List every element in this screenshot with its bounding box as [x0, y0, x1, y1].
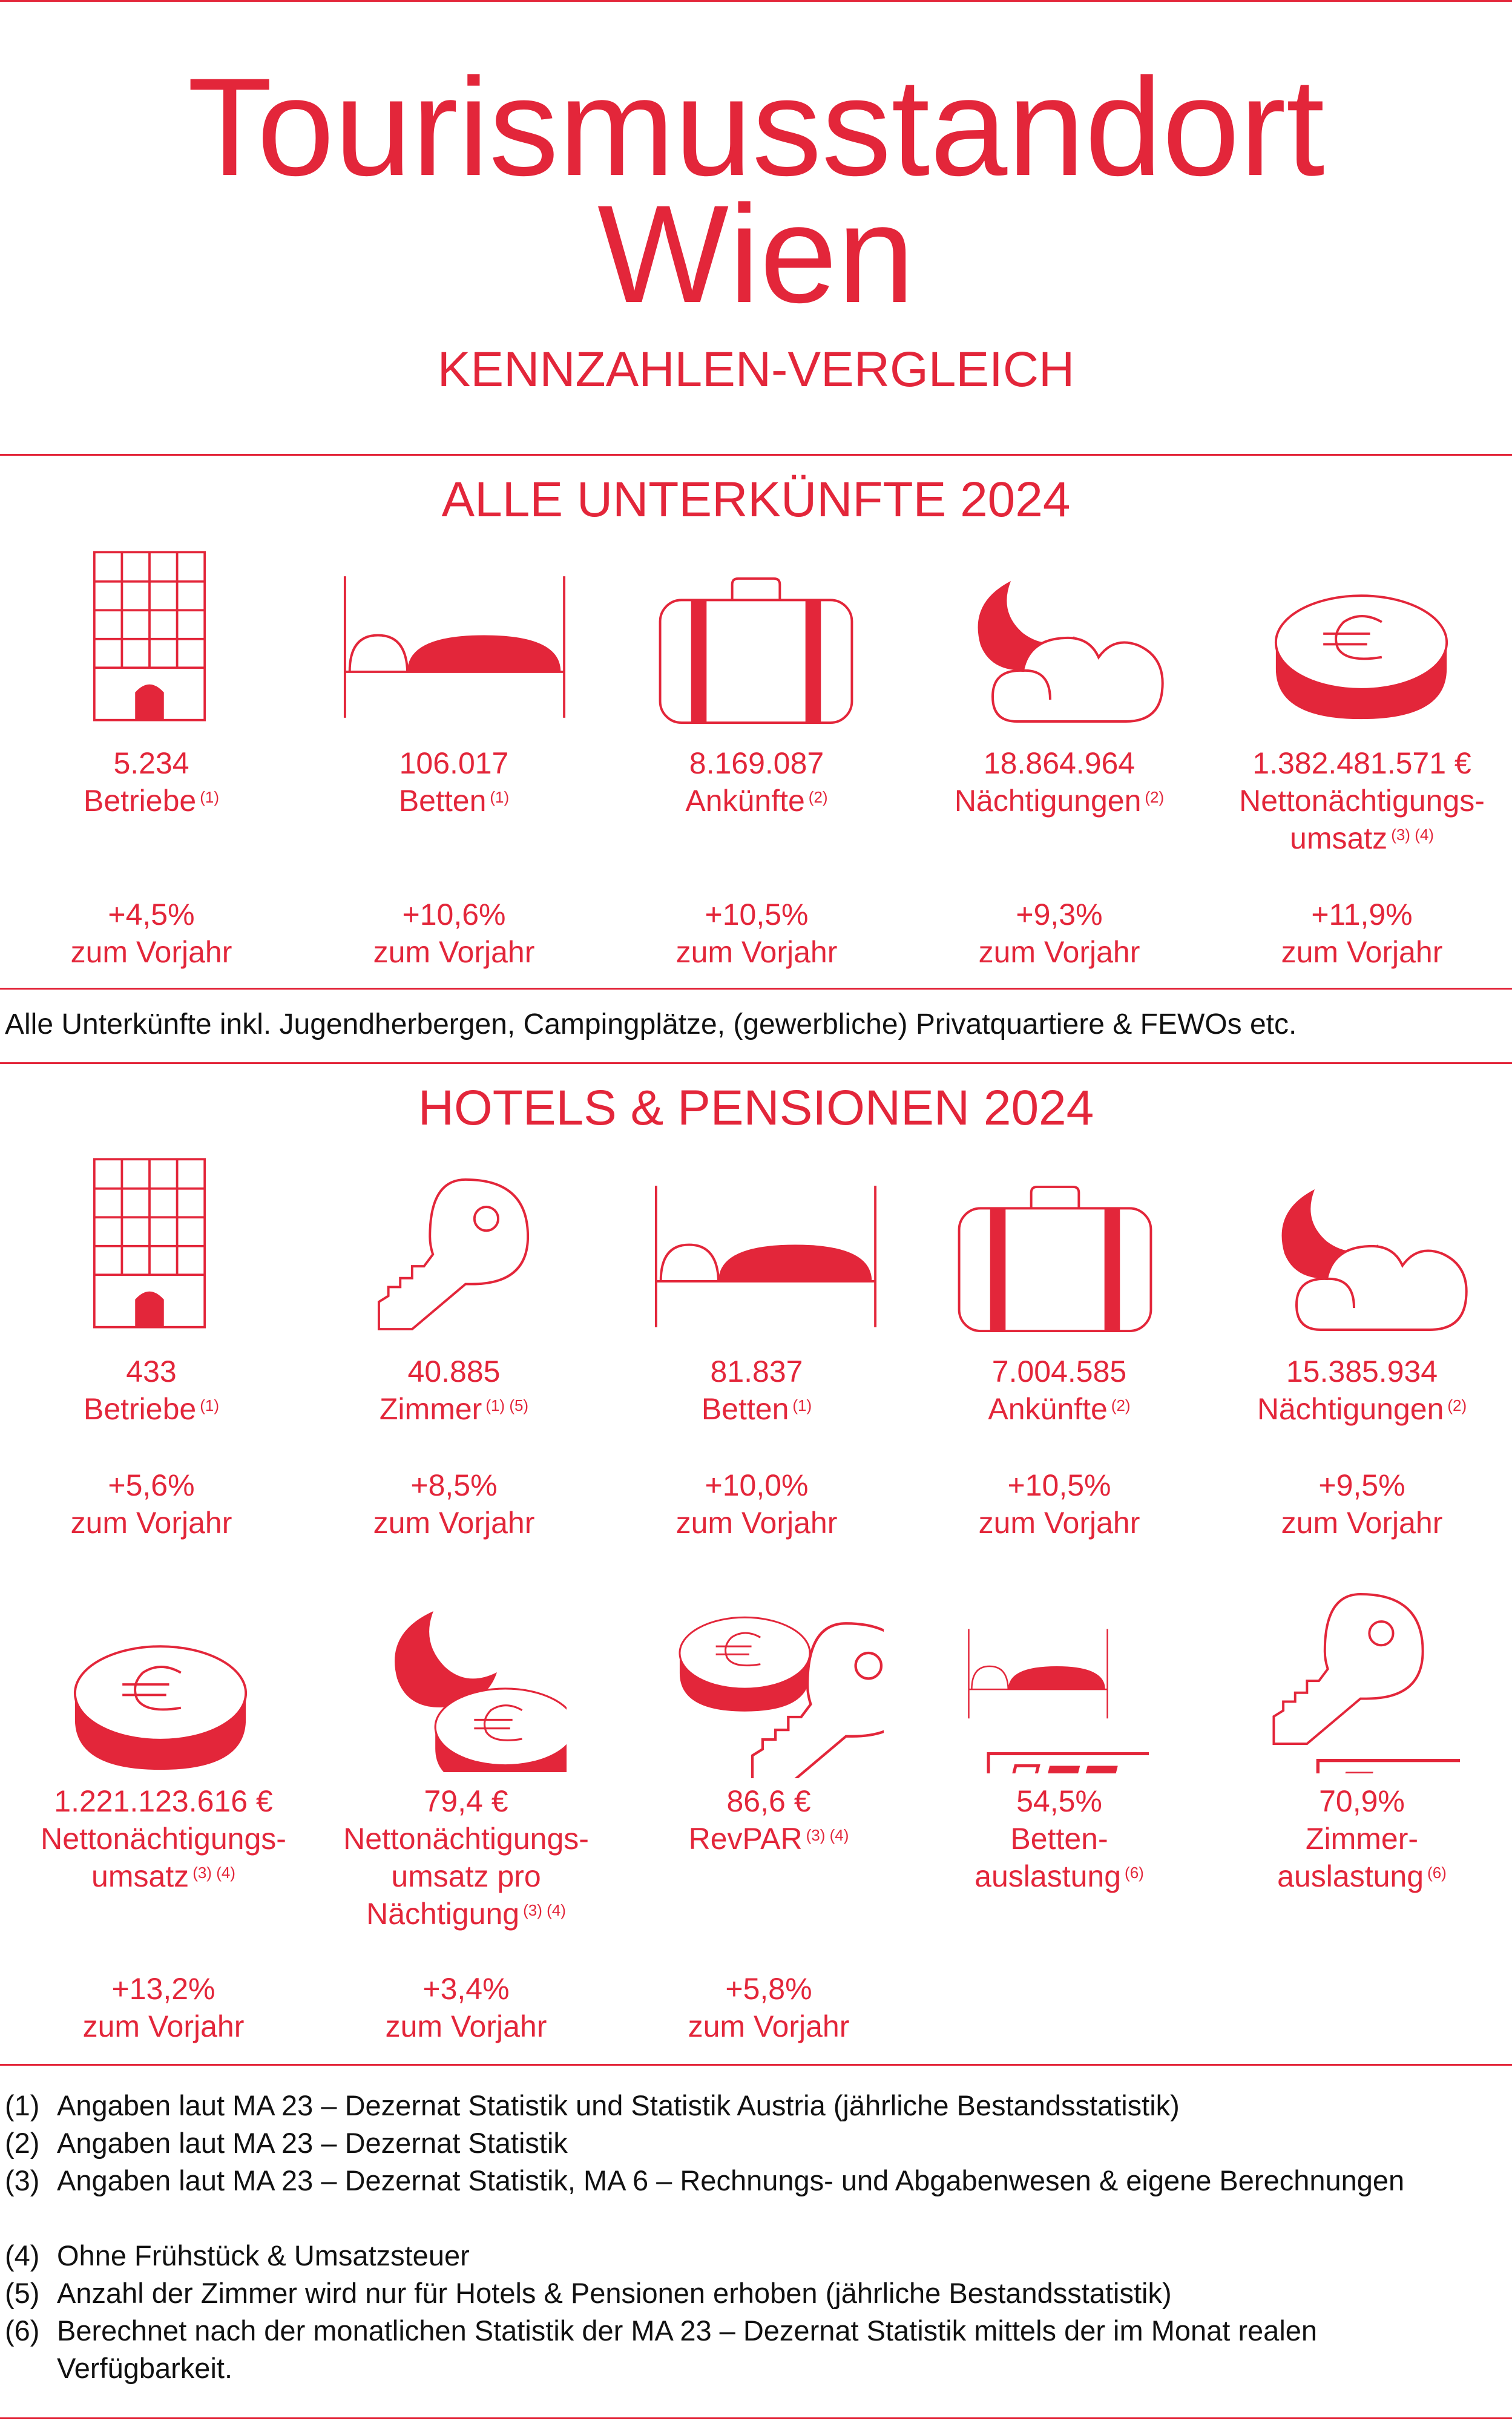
stat-label: Ankünfte $^{(2)}$: [988, 1392, 1131, 1426]
stat-label-line2: auslastung $^{(6)}$: [1277, 1859, 1447, 1893]
footnote: (3) Angaben laut MA 23 – Dezernat Statistik, MA 6 – Rechnungs- und Abgabenwesen & eigene Berechnungen: [5, 2164, 1405, 2196]
stat-hotel-naechtigungen: [1211, 1153, 1512, 1552]
footnote: (1) Angaben laut MA 23 – Dezernat Statistik und Statistik Austria (jährliche Bestandsstatistik): [5, 2089, 1180, 2121]
section-divider: [0, 1062, 1512, 1064]
stat-label: Nettonächtigungs-: [343, 1822, 589, 1856]
stat-label-line2: umsatz pro: [391, 1859, 541, 1893]
bottom-rule: [0, 2417, 1512, 2419]
stat-hotel-umsatz-pro-naechtigung: [315, 1586, 617, 2043]
stat-change: +10,5%: [1007, 1468, 1111, 1502]
bed-icon: [343, 576, 567, 718]
section-note: Alle Unterkünfte inkl. Jugendherbergen, Campingplätze, (gewerbliche) Privatquartiere & FEWOs etc.: [5, 1008, 1297, 1040]
stat-change: +10,5%: [705, 898, 809, 931]
stat-label: Betriebe $^{(1)}$: [83, 1392, 219, 1426]
stat-bettenauslastung: [908, 1586, 1211, 2034]
stat-change-label: zum Vorjahr: [1281, 1506, 1443, 1540]
stat-change: +10,0%: [705, 1468, 809, 1502]
stat-change-label: zum Vorjahr: [1281, 935, 1443, 969]
stat-change: +4,5%: [108, 898, 195, 931]
footnotes-divider: [0, 2064, 1512, 2066]
section-divider: [0, 454, 1512, 456]
stat-label: Betten-: [1010, 1822, 1108, 1856]
stat-label: Betten $^{(1)}$: [701, 1392, 812, 1426]
page-title-line2: Wien: [597, 176, 915, 332]
bed-icon: [654, 1186, 878, 1327]
stat-label: Betriebe $^{(1)}$: [83, 784, 219, 818]
building-icon: [92, 548, 207, 724]
stat-label: Ankünfte $^{(2)}$: [685, 784, 828, 818]
coin-key-icon: [678, 1603, 884, 1778]
stat-value: 81.837: [710, 1355, 803, 1388]
stat-label: Nettonächtigungs-: [41, 1822, 286, 1856]
stat-change-label: zum Vorjahr: [70, 1506, 232, 1540]
stat-change-label: zum Vorjahr: [978, 1506, 1140, 1540]
moon-cloud-icon: [1248, 1187, 1472, 1332]
stat-hotel-umsatz: [12, 1586, 315, 2043]
stat-zimmerauslastung: [1211, 1586, 1512, 2034]
stat-change: +3,4%: [422, 1972, 510, 2006]
stat-change-label: zum Vorjahr: [978, 935, 1140, 969]
stat-value: 5.234: [113, 746, 189, 780]
footnote: (2) Angaben laut MA 23 – Dezernat Statistik: [5, 2127, 568, 2159]
stat-label-line2: umsatz $^{(3) (4)}$: [1290, 821, 1434, 855]
stat-value: 18.864.964: [983, 746, 1136, 780]
stat-change: +5,8%: [725, 1972, 812, 2006]
stat-change-label: zum Vorjahr: [675, 1506, 838, 1540]
stat-value: 433: [126, 1355, 177, 1388]
stat-value: 86,6 €: [726, 1784, 811, 1818]
stat-label-line2: auslastung $^{(6)}$: [975, 1859, 1144, 1893]
stat-change: +5,6%: [108, 1468, 195, 1502]
moon-cloud-icon: [944, 579, 1168, 724]
building-icon: [92, 1155, 207, 1331]
stat-naechtigungen: [908, 545, 1211, 981]
stat-change: +13,2%: [111, 1972, 215, 2006]
stat-label-line2: umsatz $^{(3) (4)}$: [91, 1859, 235, 1893]
stat-value: 70,9%: [1319, 1784, 1405, 1818]
suitcase-icon: [956, 1184, 1154, 1333]
stat-change: +8,5%: [410, 1468, 498, 1502]
stat-change: +10,6%: [402, 898, 506, 931]
stat-betriebe: [0, 545, 303, 981]
section-title-all: ALLE UNTERKÜNFTE 2024: [441, 472, 1071, 527]
stat-change: +11,9%: [1311, 898, 1413, 931]
stat-value: 7.004.585: [991, 1355, 1127, 1388]
stat-hotel-revpar: [617, 1586, 920, 2043]
euro-coin-icon: [1274, 581, 1449, 721]
stat-label: Nächtigungen $^{(2)}$: [1257, 1392, 1467, 1426]
footnote: (5) Anzahl der Zimmer wird nur für Hotels & Pensionen erhoben (jährliche Bestandsstatistik): [5, 2277, 1172, 2309]
stat-value: 8.169.087: [689, 746, 824, 780]
stat-ankuenfte: [605, 545, 908, 981]
key-icon: [376, 1177, 531, 1332]
section-title-hotels: HOTELS & PENSIONEN 2024: [418, 1080, 1094, 1135]
stat-label: Betten $^{(1)}$: [398, 784, 510, 818]
stat-hotel-betten: [605, 1153, 908, 1552]
top-rule: [0, 0, 1512, 2]
stat-value: 1.382.481.571 €: [1252, 746, 1471, 780]
stat-label: Zimmer-: [1305, 1822, 1419, 1856]
section-divider: [0, 988, 1512, 990]
page-subtitle: KENNZAHLEN-VERGLEICH: [437, 342, 1075, 397]
stat-change-label: zum Vorjahr: [675, 935, 838, 969]
stat-value: 15.385.934: [1286, 1355, 1438, 1388]
stat-change-label: zum Vorjahr: [688, 2009, 850, 2043]
stat-value: 106.017: [399, 746, 509, 780]
footnote: (4) Ohne Frühstück & Umsatzsteuer: [5, 2239, 470, 2272]
suitcase-icon: [657, 576, 855, 725]
stat-value: 79,4 €: [424, 1784, 508, 1818]
stat-label: Nettonächtigungs-: [1239, 784, 1485, 818]
stat-change-label: zum Vorjahr: [385, 2009, 547, 2043]
footnote: (6) Berechnet nach der monatlichen Statistik der MA 23 – Dezernat Statistik mittels der im Monat realen Verfügbarkeit.: [5, 2314, 1318, 2384]
euro-coin-icon: [73, 1632, 248, 1772]
stat-value: 1.221.123.616 €: [54, 1784, 273, 1818]
stat-umsatz: [1211, 545, 1512, 981]
stat-hotel-betriebe: [0, 1153, 303, 1552]
bed-battery-icon: [967, 1610, 1149, 1773]
stat-betten: [303, 545, 605, 981]
stat-value: 40.885: [407, 1355, 501, 1388]
stat-hotel-zimmer: [303, 1153, 605, 1552]
stat-label: RevPAR $^{(3) (4)}$: [688, 1822, 849, 1856]
stat-change-label: zum Vorjahr: [70, 935, 232, 969]
stat-label: Zimmer $^{(1) (5)}$: [379, 1392, 529, 1426]
stat-label-line3: Nächtigung $^{(3) (4)}$: [366, 1897, 566, 1931]
page-title: Tourismusstandort: [187, 49, 1325, 205]
stat-change-label: zum Vorjahr: [82, 2009, 245, 2043]
stat-change: +9,5%: [1318, 1468, 1405, 1502]
stat-change-label: zum Vorjahr: [373, 1506, 535, 1540]
moon-coin-icon: [367, 1609, 567, 1772]
stat-change: +9,3%: [1016, 898, 1103, 931]
stat-change-label: zum Vorjahr: [373, 935, 535, 969]
stat-label: Nächtigungen $^{(2)}$: [954, 784, 1165, 818]
stat-value: 54,5%: [1016, 1784, 1102, 1818]
key-battery-icon: [1266, 1592, 1460, 1773]
stat-hotel-ankuenfte: [908, 1153, 1211, 1552]
